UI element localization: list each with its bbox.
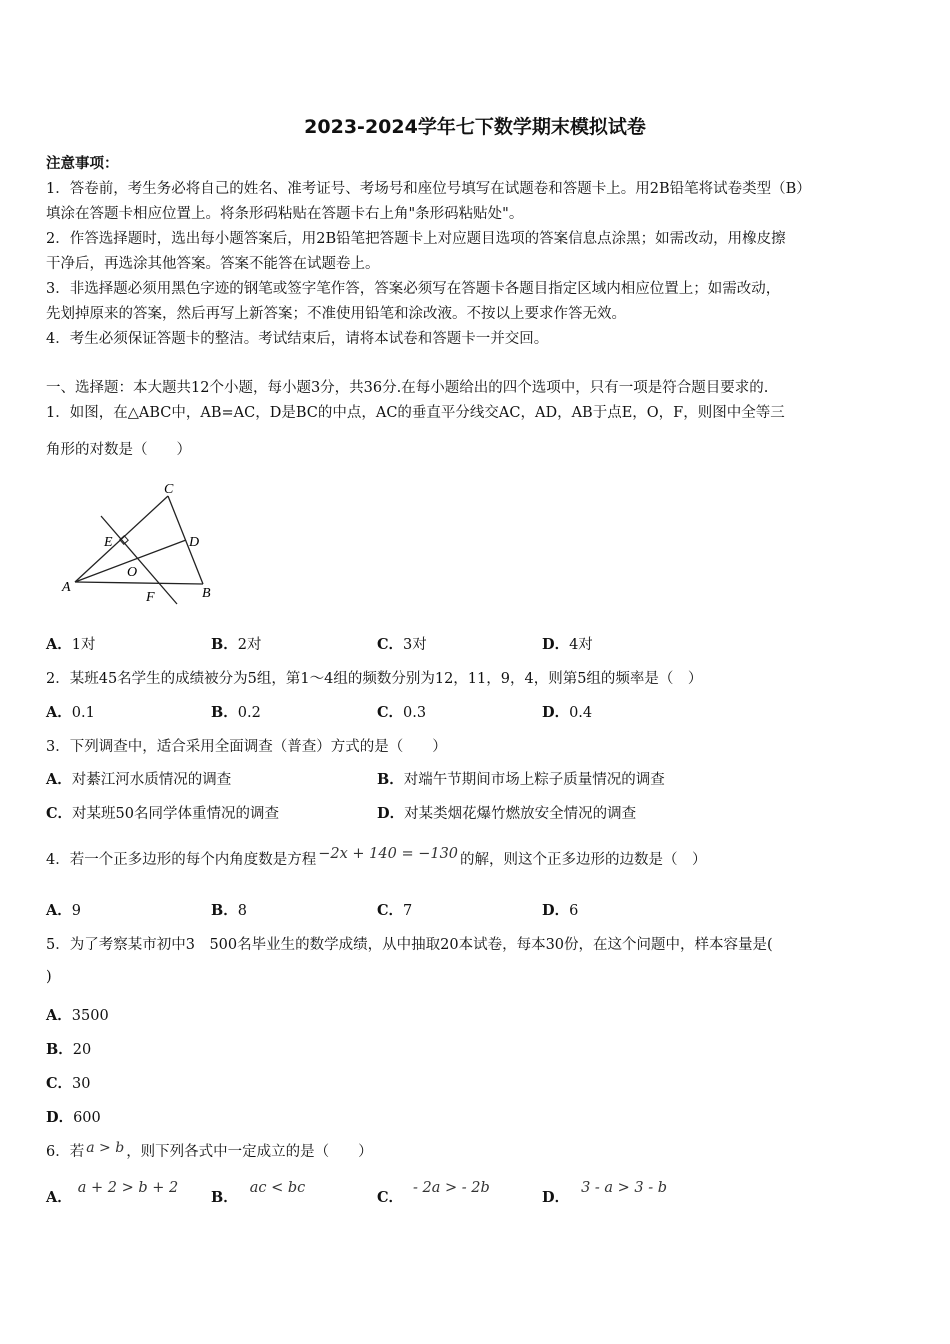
triangle-figure bbox=[58, 482, 228, 606]
q2-option-c[interactable]: C．0.3 bbox=[377, 704, 427, 721]
notice-line: 4．考生必须保证答题卡的整洁。考试结束后，请将本试卷和答题卡一并交回。 bbox=[46, 331, 549, 347]
equation: −2x + 140 = −130 bbox=[318, 846, 459, 862]
question-5-stem-cont: ) bbox=[46, 969, 52, 985]
question-3-stem: 3．下列调查中，适合采用全面调查（普查）方式的是（ ） bbox=[46, 739, 447, 755]
q2-option-d[interactable]: D．0.4 bbox=[542, 704, 593, 721]
q5-option-d[interactable]: D．600 bbox=[46, 1109, 101, 1126]
notice-line: 填涂在答题卡相应位置上。将条形码粘贴在答题卡右上角"条形码粘贴处"。 bbox=[46, 206, 524, 222]
label-E: E bbox=[104, 535, 113, 550]
question-5-stem: 5．为了考察某市初中3 500名毕业生的数学成绩，从中抽取20本试卷，每本30份，在这个问题中，样本容量是( bbox=[46, 937, 773, 953]
label-B: B bbox=[202, 586, 211, 601]
q2-option-a[interactable]: A．0.1 bbox=[46, 704, 95, 721]
question-4-stem: 4．若一个正多边形的每个内角度数是方程 −2x + 140 = −130 的解，则这个正多边形的边数是（ ） bbox=[46, 846, 707, 868]
section-heading: 一、选择题：本大题共12个小题，每小题3分，共36分.在每小题给出的四个选项中，只有一项是符合题目要求的. bbox=[46, 380, 769, 396]
notice-heading: 注意事项： bbox=[46, 155, 119, 172]
page-title: 2023-2024学年七下数学期末模拟试卷 bbox=[304, 116, 646, 138]
label-D: D bbox=[189, 535, 200, 550]
q2-option-b[interactable]: B．0.2 bbox=[211, 704, 261, 721]
q4-option-d[interactable]: D．6 bbox=[542, 902, 579, 919]
q3-option-a[interactable]: A．对綦江河水质情况的调查 bbox=[46, 771, 232, 788]
q4-option-a[interactable]: A．9 bbox=[46, 902, 81, 919]
notice-line: 1．答卷前，考生务必将自己的姓名、准考证号、考场号和座位号填写在试题卷和答题卡上。用2B铅笔将试卷类型（B） bbox=[46, 181, 811, 197]
notice-line: 2．作答选择题时，选出每小题答案后，用2B铅笔把答题卡上对应题目选项的答案信息点涂黑；如需改动，用橡皮擦 bbox=[46, 231, 786, 247]
condition: a > b bbox=[86, 1140, 125, 1156]
notice-line: 先划掉原来的答案，然后再写上新答案；不准使用铅笔和涂改液。不按以上要求作答无效。 bbox=[46, 306, 626, 322]
q6-option-b[interactable]: B．ac < bc bbox=[211, 1180, 306, 1206]
q5-option-c[interactable]: C．30 bbox=[46, 1075, 91, 1092]
q6-option-a[interactable]: A．a + 2 > b + 2 bbox=[46, 1180, 179, 1206]
segment-AB bbox=[75, 582, 203, 584]
question-2-stem: 2．某班45名学生的成绩被分为5组，第1～4组的频数分别为12，11，9，4，则第5组的频率是（ ） bbox=[46, 671, 703, 687]
question-1-stem-cont: 角形的对数是（ ） bbox=[46, 442, 191, 458]
notice-line: 3．非选择题必须用黑色字迹的钢笔或签字笔作答，答案必须写在答题卡各题目指定区域内相应位置上；如需改动， bbox=[46, 281, 781, 297]
q3-option-c[interactable]: C．对某班50名同学体重情况的调查 bbox=[46, 805, 279, 822]
label-O: O bbox=[127, 565, 138, 580]
q4-option-c[interactable]: C．7 bbox=[377, 902, 413, 919]
notice-line: 干净后，再选涂其他答案。答案不能答在试题卷上。 bbox=[46, 256, 380, 272]
q3-option-d[interactable]: D．对某类烟花爆竹燃放安全情况的调查 bbox=[377, 805, 637, 822]
q5-option-a[interactable]: A．3500 bbox=[46, 1007, 109, 1024]
q4-option-b[interactable]: B．8 bbox=[211, 902, 247, 919]
q1-option-d[interactable]: D．4对 bbox=[542, 636, 593, 653]
q5-option-b[interactable]: B．20 bbox=[46, 1041, 92, 1058]
q3-option-b[interactable]: B．对端午节期间市场上粽子质量情况的调查 bbox=[377, 771, 665, 788]
label-A: A bbox=[62, 580, 71, 595]
label-F: F bbox=[146, 590, 155, 605]
perpendicular-bisector bbox=[101, 516, 177, 604]
q6-option-c[interactable]: C．- 2a > - 2b bbox=[377, 1180, 490, 1206]
q1-option-b[interactable]: B．2对 bbox=[211, 636, 262, 653]
q6-option-d[interactable]: D．3 - a > 3 - b bbox=[542, 1180, 668, 1206]
question-6-stem: 6．若 a > b ，则下列各式中一定成立的是（ ） bbox=[46, 1140, 373, 1160]
label-C: C bbox=[164, 482, 174, 497]
q1-option-a[interactable]: A．1对 bbox=[46, 636, 96, 653]
question-1-stem: 1．如图，在△ABC中，AB=AC，D是BC的中点，AC的垂直平分线交AC，AD，AB于点E，O，F，则图中全等三 bbox=[46, 405, 785, 421]
q1-option-c[interactable]: C．3对 bbox=[377, 636, 427, 653]
